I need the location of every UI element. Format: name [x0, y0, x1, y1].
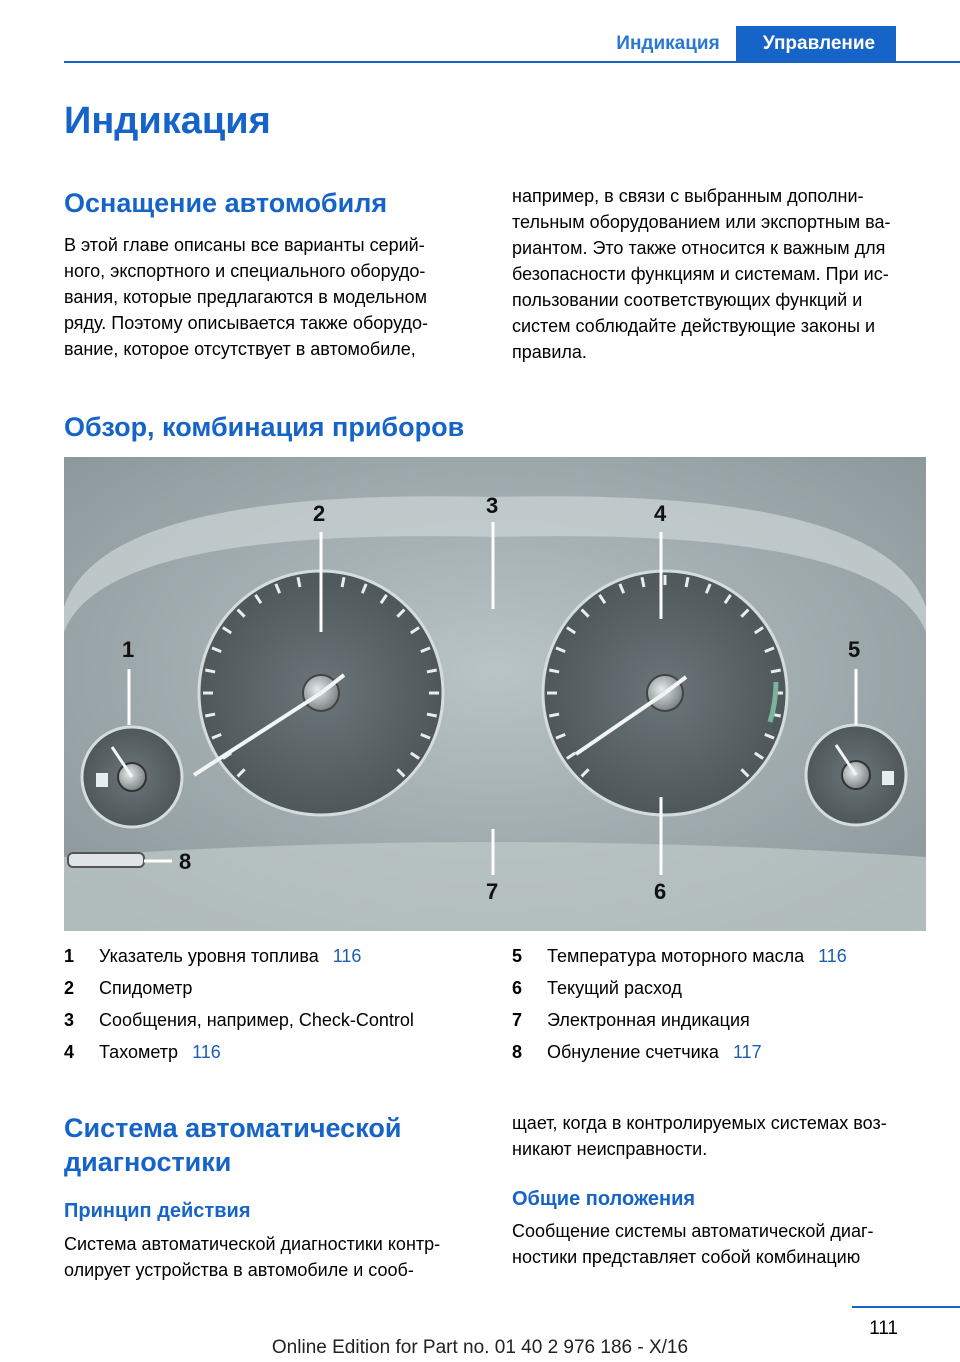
section-heading-equipment: Оснащение автомобиля — [64, 188, 388, 218]
text-line: пользовании соответствующих функций и — [512, 290, 863, 310]
legend-item — [64, 976, 484, 1008]
legend-text: Температура моторного масла 116 — [547, 946, 847, 966]
text-line: ностики представляет собой комбинацию — [512, 1247, 861, 1267]
page-number: 111 — [869, 1318, 898, 1339]
gauge-tick — [427, 670, 437, 672]
heading-line: Система автоматической — [64, 1113, 402, 1143]
subheading-general: Общие положения — [512, 1188, 696, 1210]
callout-3: 3 — [486, 493, 499, 518]
tab-controls[interactable]: Управление — [736, 26, 896, 62]
legend-text: Указатель уровня топлива 116 — [99, 946, 362, 966]
legend-item — [64, 944, 484, 976]
page-number-rule — [852, 1306, 960, 1308]
heading-line: диагностики — [64, 1147, 232, 1177]
text-line: Сообщение системы автоматической диаг- — [512, 1221, 874, 1241]
top-navigation — [600, 26, 960, 62]
legend-text: Сообщения, например, Check-Control — [99, 1010, 414, 1030]
section-heading-instrument-cluster: Обзор, комбинация приборов — [64, 412, 465, 442]
page-reference-link[interactable]: 116 — [818, 946, 847, 966]
gauge-tick — [549, 714, 559, 716]
tab-indication[interactable]: Индикация — [616, 33, 720, 54]
section-heading-diagnostics — [64, 1111, 401, 1179]
text-line: безопасности функциям и системам. При ис- — [512, 264, 889, 284]
text-line: правила. — [512, 342, 587, 362]
text-line: например, в связи с выбранным дополни- — [512, 186, 864, 206]
legend-number: 7 — [512, 1010, 523, 1030]
gauge-tick — [686, 577, 688, 587]
fuel-pump-icon — [96, 773, 108, 787]
text-line: риантом. Это также относится к важным для — [512, 238, 886, 258]
callout-2: 2 — [313, 501, 326, 526]
callout-7: 7 — [486, 879, 499, 904]
gauge-tick — [549, 670, 559, 672]
legend-text: Спидометр — [99, 978, 193, 998]
legend-number: 4 — [64, 1042, 75, 1062]
fuel-gauge — [82, 727, 182, 827]
legend-text: Текущий расход — [547, 978, 682, 998]
legend-number: 1 — [64, 946, 75, 966]
page-reference-link[interactable]: 116 — [192, 1042, 221, 1062]
paragraph-equipment-right — [512, 183, 927, 365]
gauge-tick — [342, 577, 344, 587]
legend-number: 3 — [64, 1010, 75, 1030]
page-reference-link[interactable]: 116 — [332, 946, 362, 966]
paragraph-diagnostics-right — [512, 1110, 927, 1162]
trip-reset-button — [68, 853, 144, 867]
legend-text: Электронная индикация — [547, 1010, 750, 1030]
text-line: ного, экспортного и специального оборудо- — [64, 261, 426, 281]
legend-item — [512, 944, 932, 976]
instrument-cluster-illustration — [64, 457, 926, 931]
callout-8: 8 — [179, 849, 192, 874]
callout-4: 4 — [654, 501, 667, 526]
legend-right — [512, 944, 932, 1072]
legend-item — [512, 1040, 932, 1072]
text-line: тельным оборудованием или экспортным ва- — [512, 212, 891, 232]
text-line: систем соблюдайте действующие законы и — [512, 316, 876, 336]
legend-number: 8 — [512, 1042, 523, 1062]
legend-item — [512, 1008, 932, 1040]
subheading-principle: Принцип действия — [64, 1200, 251, 1222]
legend-item — [512, 976, 932, 1008]
legend-item — [64, 1008, 484, 1040]
tachometer-gauge — [543, 571, 787, 815]
legend-text: Обнуление счетчика 117 — [547, 1042, 762, 1062]
gauge-tick — [642, 577, 644, 587]
page-reference-link[interactable]: 117 — [732, 1042, 762, 1062]
gauge-tick — [427, 714, 437, 716]
gauge-tick — [298, 577, 300, 587]
oil-can-icon — [882, 771, 894, 785]
callout-1: 1 — [122, 637, 135, 662]
callout-6: 6 — [654, 879, 667, 904]
gauge-tick — [205, 714, 215, 716]
legend-number: 6 — [512, 978, 523, 998]
legend-text: Тахометр 116 — [99, 1042, 221, 1062]
text-line: В этой главе описаны все варианты серий- — [64, 235, 425, 255]
legend-number: 2 — [64, 978, 75, 998]
footer-edition: Online Edition for Part no. 01 40 2 976 186 - X/16 — [271, 1337, 689, 1358]
paragraph-equipment-left — [64, 232, 479, 362]
text-line: ряду. Поэтому описывается также оборудо- — [64, 313, 428, 333]
callout-5: 5 — [848, 637, 861, 662]
text-line: олирует устройства в автомобиле и сооб- — [64, 1260, 414, 1280]
paragraph-diagnostics-left — [64, 1231, 479, 1283]
page-title: Индикация — [64, 100, 271, 142]
text-line: Система автоматической диагностики контр- — [64, 1234, 441, 1254]
text-line: никают неисправности. — [512, 1139, 708, 1159]
text-line: вания, которые предлагаются в модельном — [64, 287, 427, 307]
gauge-tick — [205, 670, 215, 672]
legend-left — [64, 944, 484, 1072]
paragraph-general-right — [512, 1218, 927, 1270]
legend-item — [64, 1040, 484, 1072]
text-line: вание, которое отсутствует в автомобиле, — [64, 339, 416, 359]
oil-temperature-gauge — [806, 725, 906, 825]
header-rule — [64, 61, 960, 63]
text-line: щает, когда в контролируемых системах воз- — [512, 1113, 887, 1133]
gauge-tick — [771, 670, 781, 672]
legend-number: 5 — [512, 946, 523, 966]
